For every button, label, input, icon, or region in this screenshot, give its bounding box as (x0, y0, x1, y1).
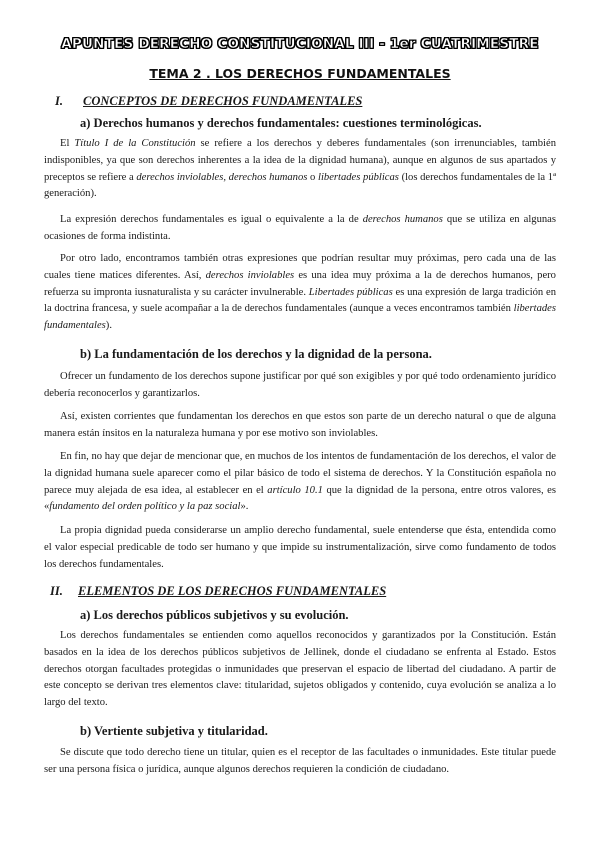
subsection-heading: a) Derechos humanos y derechos fundamentales: cuestiones terminológicas. (80, 116, 482, 130)
paragraph (44, 136, 556, 203)
section-title: CONCEPTOS DE DERECHOS FUNDAMENTALES (83, 94, 363, 108)
section-title: ELEMENTOS DE LOS DERECHOS FUNDAMENTALES (78, 584, 387, 598)
paragraph-text: La expresión derechos fundamentales es igual o equivalente a la de derechos humanos que se utiliza en algunas ocasiones de forma indistinta. (44, 214, 556, 242)
paragraph (44, 409, 556, 443)
paragraph (44, 449, 556, 516)
paragraph-text: Ofrecer un fundamento de los derechos supone justificar por qué son exigibles y por qué todo ordenamiento jurídico debería reconocerlos y garantizarlos. (44, 371, 556, 399)
paragraph (44, 745, 556, 779)
section-heading-1 (0, 94, 600, 109)
paragraph-text: Se discute que todo derecho tiene un titular, quien es el receptor de las facultades o inmunidades. Este titular puede ser una persona física o jurídica, aunque algunos derechos requieren la condición de ciudadano. (44, 747, 556, 775)
subsection-heading: b) Vertiente subjetiva y titularidad. (80, 724, 268, 738)
paragraph-text: Los derechos fundamentales se entienden como aquellos reconocidos y garantizados por la Constitución. Están basados en la idea de los derechos públicos subjetivos de Jellinek, donde el ciudadano se enfrenta al Estado. Estos derechos otorgan facultades protegidas o inmunidades que preservan el espacio de libertad del ciudadano. A partir de este concepto se derivan tres elementos clave: titularidad, sujetos obligados y contenido, cuya evolución se analiza a lo largo del texto. (44, 630, 556, 709)
topic-title: TEMA 2 . LOS DERECHOS FUNDAMENTALES (149, 66, 451, 81)
subsection-heading: b) La fundamentación de los derechos y la dignidad de la persona. (80, 347, 432, 361)
section-number: I. (55, 94, 63, 108)
paragraph (44, 369, 556, 403)
paragraph-text: En fin, no hay que dejar de mencionar que, en muchos de los intentos de fundamentación de los derechos, el valor de la dignidad humana suele aparecer como el pilar básico de todo el sistema de derechos. Y la Constitución española no parece muy alejada de esa idea, al establecer en el artículo 10.1 que la dignidad de la persona, entre otros valores, es «fundamento del orden político y la paz social». (44, 451, 556, 513)
paragraph-text: La propia dignidad pueda considerarse un amplio derecho fundamental, suele entenderse que ésta, entendida como el valor especial predicable de todo ser humano y que impide su instrumentalización, sirve como fundamento de todos los derechos fundamentales. (44, 525, 556, 570)
section-heading-2 (0, 584, 600, 599)
paragraph (44, 251, 556, 335)
paragraph-text: Así, existen corrientes que fundamentan los derechos en que estos son parte de un derecho natural o que de alguna manera están ínsitos en la naturaleza humana y por ese motivo son inviolables. (44, 411, 556, 439)
document-title: APUNTES DERECHO CONSTITUCIONAL III - 1er CUATRIMESTRE (61, 36, 539, 52)
subsection-heading: a) Los derechos públicos subjetivos y su evolución. (80, 608, 349, 622)
paragraph (44, 212, 556, 246)
paragraph-text: El Título I de la Constitución se refiere a los derechos y deberes fundamentales (son irrenunciables, también indisponibles, ya que son derechos inherentes a la idea de la dignidad humana), aunque en algunos de sus apartados y preceptos se refiere a derechos inviolables, derechos humanos o libertades públicas (los derechos fundamentales de la 1ª generación). (44, 138, 557, 200)
section-number: II. (50, 584, 63, 598)
paragraph (44, 523, 556, 573)
paragraph (44, 628, 556, 712)
paragraph-text: Por otro lado, encontramos también otras expresiones que podrían resultar muy próximas, pero cada una de las cuales tiene matices diferentes. Así, derechos inviolables es una idea muy próxima a la de derechos humanos, pero refuerza su impronta iusnaturalista y su carácter invulnerable. Libertades públicas es una expresión de larga tradición en la doctrina francesa, y suele acompañar a la de derechos fundamentales (aunque a veces encontramos también libertades fundamentales). (44, 253, 556, 332)
